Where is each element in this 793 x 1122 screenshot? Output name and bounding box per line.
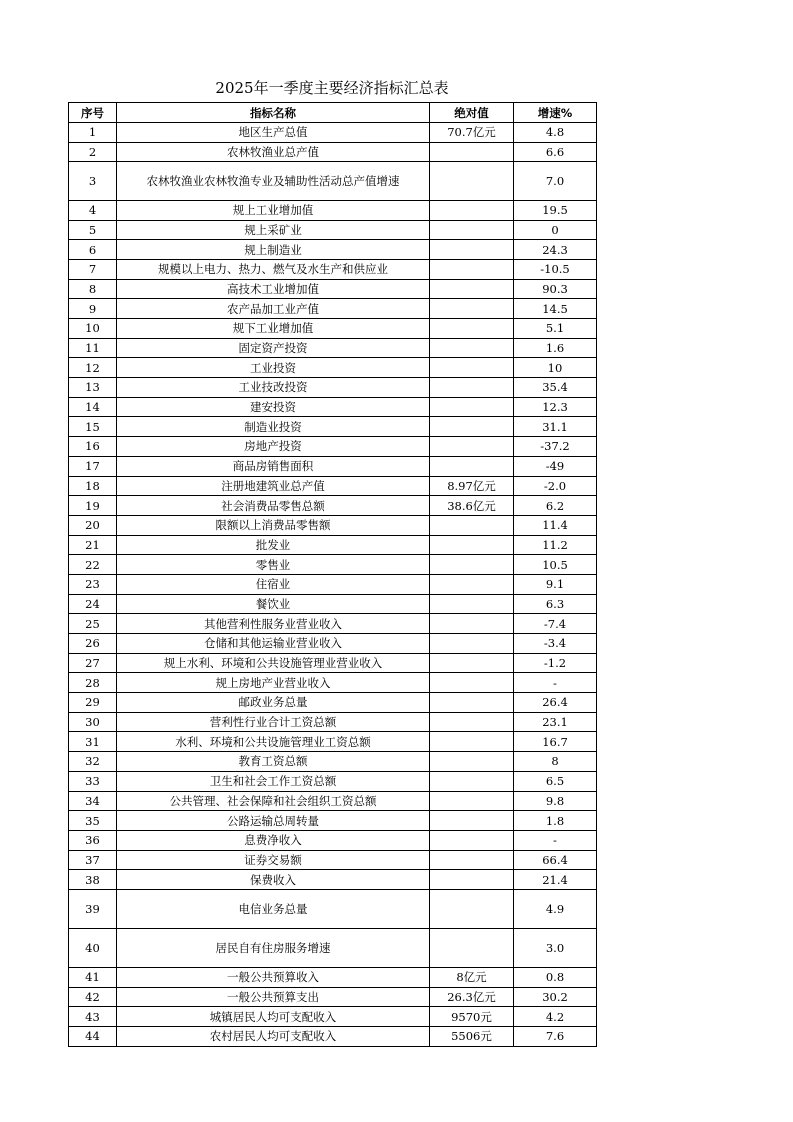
row-number-cell: 6	[69, 240, 117, 260]
absolute-value-cell	[430, 358, 514, 378]
indicator-name-cell: 房地产投资	[117, 437, 430, 457]
growth-rate-cell: 1.8	[514, 811, 597, 831]
indicator-name-cell: 社会消费品零售总额	[117, 496, 430, 516]
table-row	[69, 967, 597, 987]
indicator-name-cell: 住宿业	[117, 574, 430, 594]
table-row	[69, 850, 597, 870]
table-row	[69, 220, 597, 240]
row-number-cell: 19	[69, 496, 117, 516]
absolute-value-cell	[430, 850, 514, 870]
row-number-cell: 15	[69, 417, 117, 437]
row-number-cell: 10	[69, 319, 117, 339]
row-number-cell: 11	[69, 338, 117, 358]
row-number-cell: 44	[69, 1027, 117, 1047]
table-row	[69, 240, 597, 260]
growth-rate-cell: -2.0	[514, 476, 597, 496]
growth-rate-cell: 4.9	[514, 889, 597, 928]
absolute-value-cell: 5506元	[430, 1027, 514, 1047]
indicator-name-cell: 一般公共预算支出	[117, 987, 430, 1007]
growth-rate-cell: 11.4	[514, 515, 597, 535]
growth-rate-cell: 11.2	[514, 535, 597, 555]
absolute-value-cell	[430, 299, 514, 319]
row-number-cell: 31	[69, 732, 117, 752]
absolute-value-cell	[430, 259, 514, 279]
absolute-value-cell	[430, 220, 514, 240]
absolute-value-cell: 26.3亿元	[430, 987, 514, 1007]
growth-rate-cell: -37.2	[514, 437, 597, 457]
row-number-cell: 13	[69, 378, 117, 398]
growth-rate-cell: 6.2	[514, 496, 597, 516]
table-row	[69, 535, 597, 555]
table-row	[69, 476, 597, 496]
absolute-value-cell	[430, 693, 514, 713]
indicator-name-cell: 居民自有住房服务增速	[117, 928, 430, 967]
growth-rate-cell: 7.0	[514, 162, 597, 201]
table-row	[69, 259, 597, 279]
growth-rate-cell: 10.5	[514, 555, 597, 575]
growth-rate-cell: 6.6	[514, 142, 597, 162]
table-row	[69, 417, 597, 437]
table-row	[69, 200, 597, 220]
growth-rate-cell: 23.1	[514, 712, 597, 732]
row-number-cell: 41	[69, 967, 117, 987]
growth-rate-cell: -	[514, 830, 597, 850]
growth-rate-cell: 30.2	[514, 987, 597, 1007]
absolute-value-cell: 38.6亿元	[430, 496, 514, 516]
table-row	[69, 791, 597, 811]
absolute-value-cell	[430, 771, 514, 791]
row-number-cell: 17	[69, 456, 117, 476]
absolute-value-cell	[430, 200, 514, 220]
indicator-name-cell: 规上水利、环境和公共设施管理业营业收入	[117, 653, 430, 673]
row-number-cell: 28	[69, 673, 117, 693]
absolute-value-cell	[430, 417, 514, 437]
row-number-cell: 40	[69, 928, 117, 967]
indicator-name-cell: 证券交易额	[117, 850, 430, 870]
table-row	[69, 299, 597, 319]
absolute-value-cell	[430, 397, 514, 417]
absolute-value-cell	[430, 574, 514, 594]
row-number-cell: 30	[69, 712, 117, 732]
indicator-name-cell: 水利、环境和公共设施管理业工资总额	[117, 732, 430, 752]
absolute-value-cell	[430, 712, 514, 732]
indicator-name-cell: 批发业	[117, 535, 430, 555]
absolute-value-cell	[430, 378, 514, 398]
indicator-name-cell: 其他营利性服务业营业收入	[117, 614, 430, 634]
absolute-value-cell	[430, 515, 514, 535]
row-number-cell: 5	[69, 220, 117, 240]
table-row	[69, 653, 597, 673]
absolute-value-cell	[430, 142, 514, 162]
header-row	[69, 103, 597, 123]
indicator-name-cell: 餐饮业	[117, 594, 430, 614]
header-rate: 增速%	[514, 103, 597, 123]
indicator-name-cell: 仓储和其他运输业营业收入	[117, 634, 430, 654]
table-row	[69, 732, 597, 752]
row-number-cell: 33	[69, 771, 117, 791]
growth-rate-cell: 90.3	[514, 279, 597, 299]
indicator-name-cell: 保费收入	[117, 870, 430, 890]
table-row	[69, 555, 597, 575]
indicator-name-cell: 规模以上电力、热力、燃气及水生产和供应业	[117, 259, 430, 279]
growth-rate-cell: 10	[514, 358, 597, 378]
indicator-name-cell: 营利性行业合计工资总额	[117, 712, 430, 732]
absolute-value-cell	[430, 594, 514, 614]
growth-rate-cell: 14.5	[514, 299, 597, 319]
table-row	[69, 437, 597, 457]
absolute-value-cell	[430, 634, 514, 654]
indicator-name-cell: 一般公共预算收入	[117, 967, 430, 987]
absolute-value-cell: 8.97亿元	[430, 476, 514, 496]
table-row	[69, 987, 597, 1007]
indicator-name-cell: 卫生和社会工作工资总额	[117, 771, 430, 791]
growth-rate-cell: 0.8	[514, 967, 597, 987]
growth-rate-cell: -49	[514, 456, 597, 476]
growth-rate-cell: -3.4	[514, 634, 597, 654]
table-row	[69, 752, 597, 772]
absolute-value-cell	[430, 555, 514, 575]
indicator-name-cell: 公共管理、社会保障和社会组织工资总额	[117, 791, 430, 811]
table-row	[69, 1027, 597, 1047]
growth-rate-cell: 6.3	[514, 594, 597, 614]
table-row	[69, 1007, 597, 1027]
row-number-cell: 29	[69, 693, 117, 713]
growth-rate-cell: 19.5	[514, 200, 597, 220]
header-name: 指标名称	[117, 103, 430, 123]
absolute-value-cell	[430, 811, 514, 831]
table-row	[69, 594, 597, 614]
table-row	[69, 456, 597, 476]
indicator-name-cell: 高技术工业增加值	[117, 279, 430, 299]
growth-rate-cell: 12.3	[514, 397, 597, 417]
growth-rate-cell: 21.4	[514, 870, 597, 890]
indicator-name-cell: 注册地建筑业总产值	[117, 476, 430, 496]
indicator-name-cell: 公路运输总周转量	[117, 811, 430, 831]
indicator-name-cell: 商品房销售面积	[117, 456, 430, 476]
growth-rate-cell: 4.8	[514, 123, 597, 143]
absolute-value-cell	[430, 338, 514, 358]
row-number-cell: 7	[69, 259, 117, 279]
absolute-value-cell	[430, 456, 514, 476]
growth-rate-cell: -10.5	[514, 259, 597, 279]
row-number-cell: 9	[69, 299, 117, 319]
table-row	[69, 142, 597, 162]
growth-rate-cell: -1.2	[514, 653, 597, 673]
row-number-cell: 43	[69, 1007, 117, 1027]
indicator-name-cell: 城镇居民人均可支配收入	[117, 1007, 430, 1027]
table-row	[69, 496, 597, 516]
growth-rate-cell: 3.0	[514, 928, 597, 967]
indicator-name-cell: 规上制造业	[117, 240, 430, 260]
growth-rate-cell: 9.1	[514, 574, 597, 594]
growth-rate-cell: 66.4	[514, 850, 597, 870]
row-number-cell: 24	[69, 594, 117, 614]
indicator-name-cell: 农产品加工业产值	[117, 299, 430, 319]
growth-rate-cell: 35.4	[514, 378, 597, 398]
indicator-name-cell: 工业技改投资	[117, 378, 430, 398]
growth-rate-cell: 31.1	[514, 417, 597, 437]
row-number-cell: 20	[69, 515, 117, 535]
row-number-cell: 34	[69, 791, 117, 811]
table-row	[69, 771, 597, 791]
absolute-value-cell	[430, 752, 514, 772]
indicator-name-cell: 电信业务总量	[117, 889, 430, 928]
absolute-value-cell: 9570元	[430, 1007, 514, 1027]
indicator-name-cell: 零售业	[117, 555, 430, 575]
row-number-cell: 23	[69, 574, 117, 594]
indicator-name-cell: 规上工业增加值	[117, 200, 430, 220]
indicator-name-cell: 工业投资	[117, 358, 430, 378]
growth-rate-cell: 7.6	[514, 1027, 597, 1047]
absolute-value-cell	[430, 535, 514, 555]
absolute-value-cell	[430, 889, 514, 928]
growth-rate-cell: 6.5	[514, 771, 597, 791]
absolute-value-cell	[430, 653, 514, 673]
row-number-cell: 39	[69, 889, 117, 928]
growth-rate-cell: 24.3	[514, 240, 597, 260]
absolute-value-cell: 70.7亿元	[430, 123, 514, 143]
indicator-table	[68, 102, 597, 1047]
growth-rate-cell: 5.1	[514, 319, 597, 339]
row-number-cell: 14	[69, 397, 117, 417]
absolute-value-cell	[430, 870, 514, 890]
indicator-name-cell: 制造业投资	[117, 417, 430, 437]
absolute-value-cell	[430, 673, 514, 693]
absolute-value-cell	[430, 732, 514, 752]
table-row	[69, 870, 597, 890]
indicator-name-cell: 教育工资总额	[117, 752, 430, 772]
absolute-value-cell	[430, 240, 514, 260]
growth-rate-cell: 16.7	[514, 732, 597, 752]
table-row	[69, 811, 597, 831]
row-number-cell: 32	[69, 752, 117, 772]
row-number-cell: 35	[69, 811, 117, 831]
table-row	[69, 889, 597, 928]
table-row	[69, 397, 597, 417]
table-row	[69, 279, 597, 299]
growth-rate-cell: 9.8	[514, 791, 597, 811]
absolute-value-cell	[430, 614, 514, 634]
header-abs: 绝对值	[430, 103, 514, 123]
table-row	[69, 319, 597, 339]
row-number-cell: 8	[69, 279, 117, 299]
table-row	[69, 123, 597, 143]
growth-rate-cell: 1.6	[514, 338, 597, 358]
row-number-cell: 42	[69, 987, 117, 1007]
table-row	[69, 712, 597, 732]
indicator-name-cell: 规下工业增加值	[117, 319, 430, 339]
absolute-value-cell	[430, 162, 514, 201]
row-number-cell: 27	[69, 653, 117, 673]
indicator-name-cell: 规上采矿业	[117, 220, 430, 240]
row-number-cell: 26	[69, 634, 117, 654]
table-title: 2025年一季度主要经济指标汇总表	[215, 79, 449, 97]
absolute-value-cell	[430, 319, 514, 339]
row-number-cell: 4	[69, 200, 117, 220]
absolute-value-cell	[430, 928, 514, 967]
absolute-value-cell	[430, 437, 514, 457]
row-number-cell: 16	[69, 437, 117, 457]
row-number-cell: 38	[69, 870, 117, 890]
row-number-cell: 25	[69, 614, 117, 634]
table-row	[69, 693, 597, 713]
growth-rate-cell: -	[514, 673, 597, 693]
indicator-name-cell: 规上房地产业营业收入	[117, 673, 430, 693]
indicator-name-cell: 息费净收入	[117, 830, 430, 850]
table-row	[69, 338, 597, 358]
row-number-cell: 37	[69, 850, 117, 870]
indicator-name-cell: 固定资产投资	[117, 338, 430, 358]
row-number-cell: 21	[69, 535, 117, 555]
absolute-value-cell	[430, 279, 514, 299]
indicator-name-cell: 限额以上消费品零售额	[117, 515, 430, 535]
indicator-name-cell: 农村居民人均可支配收入	[117, 1027, 430, 1047]
growth-rate-cell: 8	[514, 752, 597, 772]
row-number-cell: 1	[69, 123, 117, 143]
indicator-name-cell: 邮政业务总量	[117, 693, 430, 713]
indicator-name-cell: 建安投资	[117, 397, 430, 417]
indicator-name-cell: 农林牧渔业农林牧渔专业及辅助性活动总产值增速	[117, 162, 430, 201]
row-number-cell: 22	[69, 555, 117, 575]
row-number-cell: 3	[69, 162, 117, 201]
table-row	[69, 162, 597, 201]
table-body	[69, 123, 597, 1047]
table-row	[69, 830, 597, 850]
table-row	[69, 614, 597, 634]
row-number-cell: 2	[69, 142, 117, 162]
growth-rate-cell: -7.4	[514, 614, 597, 634]
absolute-value-cell	[430, 830, 514, 850]
table-row	[69, 634, 597, 654]
absolute-value-cell	[430, 791, 514, 811]
table-row	[69, 378, 597, 398]
table-row	[69, 574, 597, 594]
table-row	[69, 928, 597, 967]
growth-rate-cell: 0	[514, 220, 597, 240]
row-number-cell: 36	[69, 830, 117, 850]
header-no: 序号	[69, 103, 117, 123]
indicator-name-cell: 地区生产总值	[117, 123, 430, 143]
growth-rate-cell: 4.2	[514, 1007, 597, 1027]
growth-rate-cell: 26.4	[514, 693, 597, 713]
indicator-name-cell: 农林牧渔业总产值	[117, 142, 430, 162]
absolute-value-cell: 8亿元	[430, 967, 514, 987]
table-row	[69, 358, 597, 378]
row-number-cell: 18	[69, 476, 117, 496]
table-row	[69, 673, 597, 693]
row-number-cell: 12	[69, 358, 117, 378]
table-row	[69, 515, 597, 535]
